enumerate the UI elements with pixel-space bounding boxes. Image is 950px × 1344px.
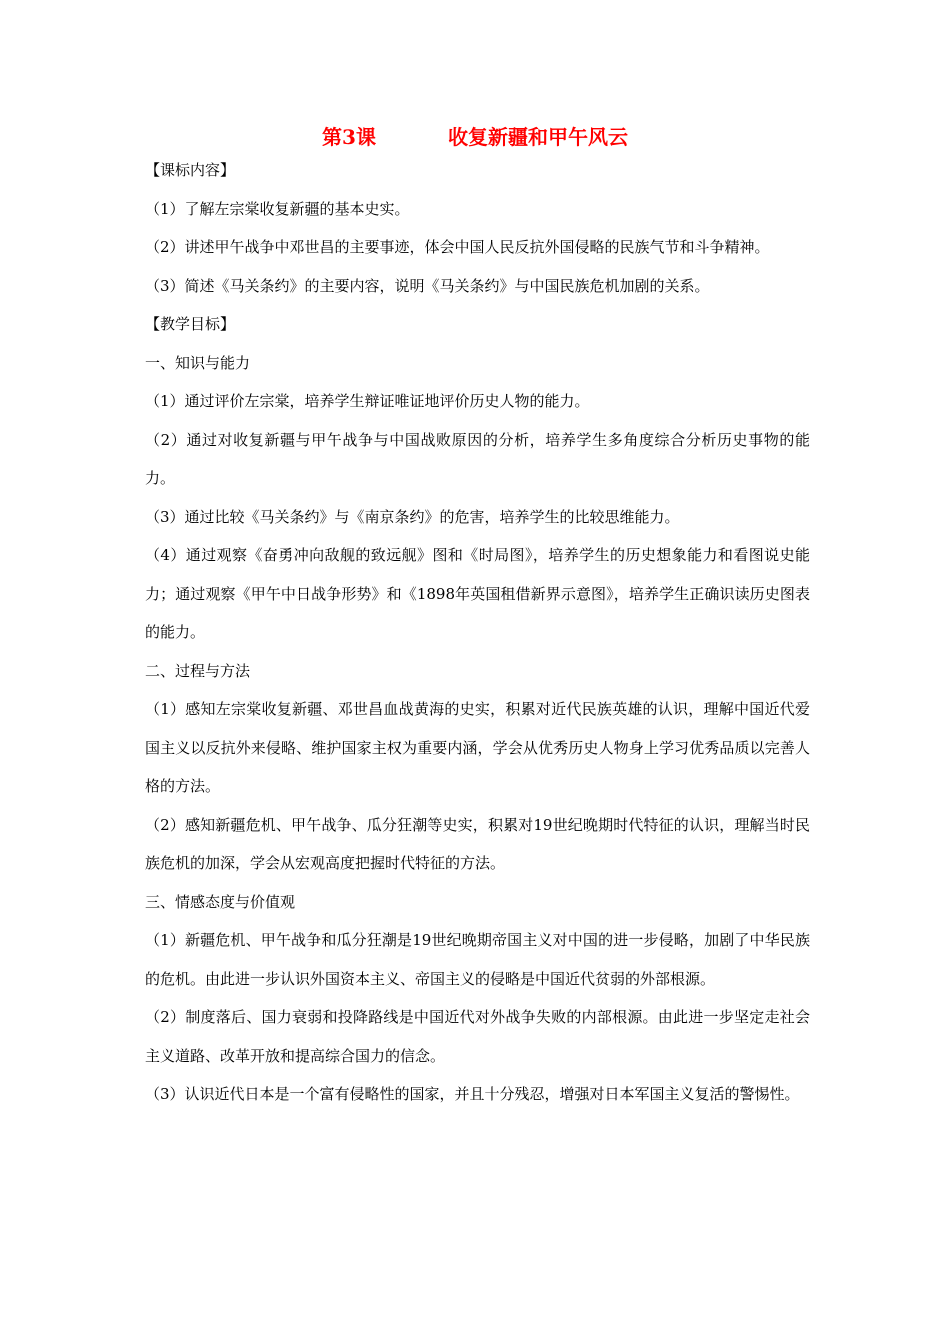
part1-item: （3）通过比较《马关条约》与《南京条约》的危害，培养学生的比较思维能力。: [145, 507, 680, 526]
part1-item: （2）通过对收复新疆与甲午战争与中国战败原因的分析，培养学生多角度综合分析历史事物的能力。: [145, 430, 810, 487]
part2-heading: 二、过程与方法: [145, 661, 251, 680]
part3-heading: 三、情感态度与价值观: [145, 892, 296, 911]
standards-item: （3）简述《马关条约》的主要内容，说明《马关条约》与中国民族危机加剧的关系。: [145, 276, 710, 295]
part1-item: （4）通过观察《奋勇冲向敌舰的致远舰》图和《时局图》，培养学生的历史想象能力和看图说史能力；通过观察《甲午中日战争形势》和《1898年英国租借新界示意图》，培养学生正确识读历史图表的能力。: [145, 546, 810, 641]
part1-heading: 一、知识与能力: [145, 353, 251, 372]
lesson-number: 第3课: [322, 125, 376, 149]
lesson-title: [0, 122, 950, 152]
lesson-name: 收复新疆和甲午风云: [447, 125, 628, 149]
part3-item: （3）认识近代日本是一个富有侵略性的国家，并且十分残忍，增强对日本军国主义复活的警惕性。: [145, 1085, 800, 1103]
part3-item: （2）制度落后、国力衰弱和投降路线是中国近代对外战争失败的内部根源。由此进一步坚定走社会主义道路、改革开放和提高综合国力的信念。: [145, 1008, 810, 1065]
document-body: [145, 151, 810, 1114]
part3-item: （1）新疆危机、甲午战争和瓜分狂潮是19世纪晚期帝国主义对中国的进一步侵略，加剧了中华民族的危机。由此进一步认识外国资本主义、帝国主义的侵略是中国近代贫弱的外部根源。: [145, 931, 810, 988]
standards-heading: 【课标内容】: [145, 161, 236, 179]
standards-item: （2）讲述甲午战争中邓世昌的主要事迹，体会中国人民反抗外国侵略的民族气节和斗争精神。: [145, 238, 770, 256]
goals-heading: 【教学目标】: [145, 315, 236, 333]
part1-item: （1）通过评价左宗棠，培养学生辩证唯证地评价历史人物的能力。: [145, 392, 590, 410]
part2-item: （1）感知左宗棠收复新疆、邓世昌血战黄海的史实，积累对近代民族英雄的认识，理解中国近代爱国主义以反抗外来侵略、维护国家主权为重要内涵，学会从优秀历史人物身上学习优秀品质以完善人格的方法。: [145, 700, 810, 795]
standards-item: （1）了解左宗棠收复新疆的基本史实。: [145, 199, 410, 218]
part2-item: （2）感知新疆危机、甲午战争、瓜分狂潮等史实，积累对19世纪晚期时代特征的认识，理解当时民族危机的加深，学会从宏观高度把握时代特征的方法。: [145, 815, 810, 872]
